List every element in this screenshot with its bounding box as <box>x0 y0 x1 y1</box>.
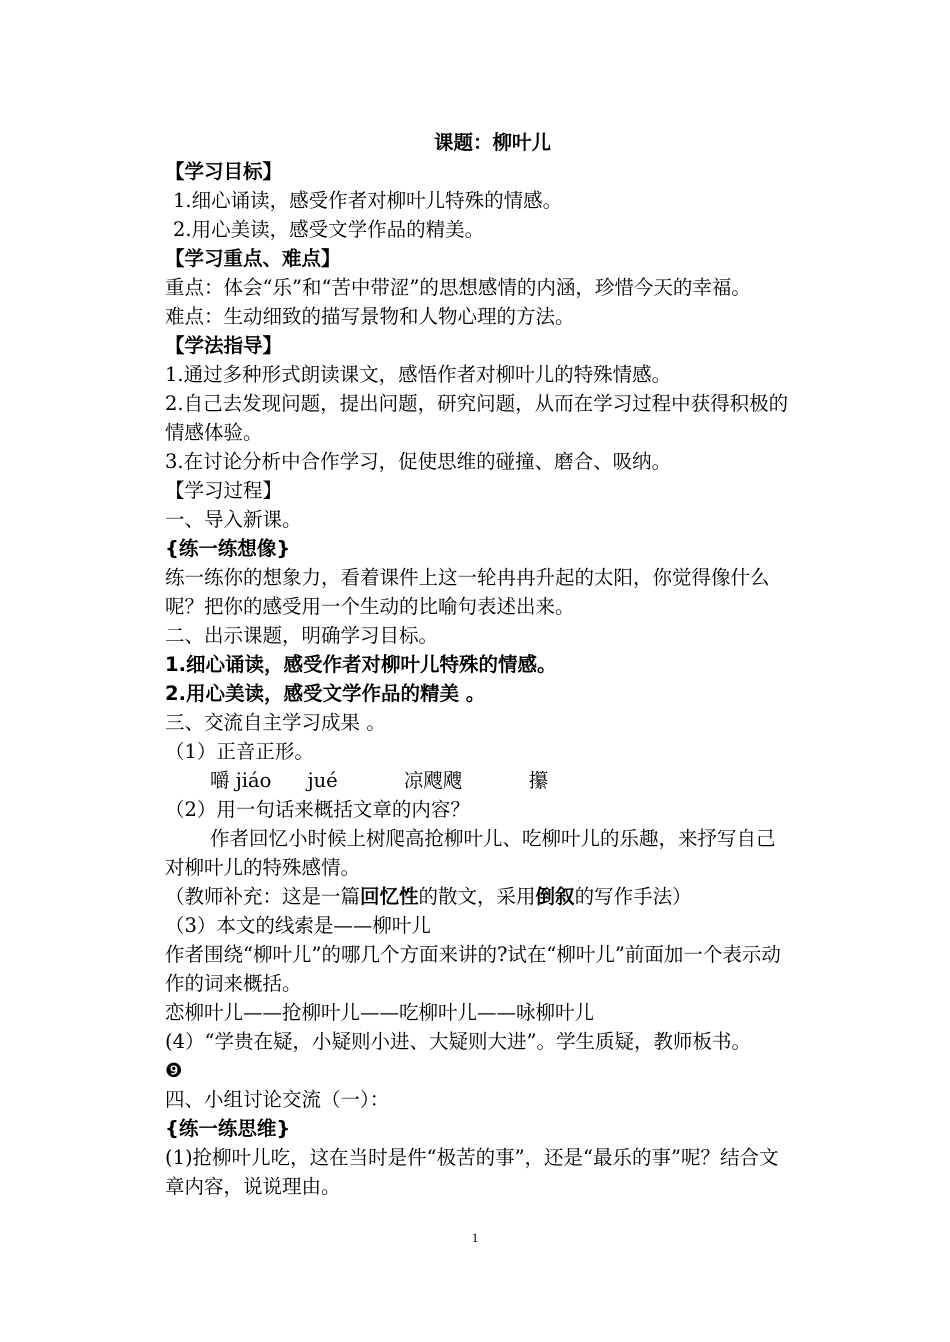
step-heading: 三、交流自主学习成果 。 <box>165 711 386 734</box>
pron-item: 攥 <box>528 769 549 792</box>
bold-goal: 1.细心诵读，感受作者对柳叶儿特殊的情感。 <box>165 653 557 676</box>
note-text: 的写作手法） <box>574 885 692 908</box>
teacher-note <box>165 882 790 911</box>
note-keyword: 倒叙 <box>535 885 575 908</box>
note-text: （教师补充：这是一篇 <box>165 885 361 908</box>
goal-item: 2.用心美读，感受文学作品的精美。 <box>173 218 485 241</box>
practice-heading: {练一练想像} <box>165 537 291 560</box>
method-item: 2.自己去发现问题，提出问题，研究问题，从而在学习过程中获得积极的情感体验。 <box>165 392 789 444</box>
practice-heading: {练一练思维} <box>165 1117 291 1140</box>
page-number: 1 <box>471 1230 479 1245</box>
pron-item: 凉飕飕 <box>403 769 463 792</box>
clue-chain: 恋柳叶儿——抢柳叶儿——吃柳叶儿——咏柳叶儿 <box>165 1001 595 1024</box>
question: （1）正音正形。 <box>165 740 314 763</box>
difficulty-text: 难点：生动细致的描写景物和人物心理的方法。 <box>165 305 575 328</box>
document-body <box>165 128 790 1201</box>
method-item: 3.在讨论分析中合作学习，促使思维的碰撞、磨合、吸纳。 <box>165 450 672 473</box>
answer-text: 作者回忆小时候上树爬高抢柳叶儿、吃柳叶儿的乐趣，来抒写自己对柳叶儿的特殊感情。 <box>165 827 776 879</box>
imagine-text: 练一练你的想象力，看着课件上这一轮冉冉升起的太阳，你觉得像什么呢？把你的感受用一个生动的比喻句表述出来。 <box>165 566 770 618</box>
section-heading-method: 【学法指导】 <box>165 334 283 357</box>
step-heading: 四、小组讨论交流（一）： <box>165 1088 390 1111</box>
section-heading-focus: 【学习重点、难点】 <box>165 247 341 270</box>
question: (1)抢柳叶儿吃，这在当时是件“极苦的事”，还是“最乐的事”呢？结合文章内容，说说理由。 <box>165 1146 779 1198</box>
bold-goal: 2.用心美读，感受文学作品的精美 。 <box>165 682 486 705</box>
note-text: 的散文，采用 <box>418 885 536 908</box>
question: （3）本文的线索是——柳叶儿 <box>165 914 431 937</box>
note-keyword: 回忆性 <box>360 885 419 908</box>
focus-text: 重点：体会“乐”和“苦中带涩”的思想感情的内涵，珍惜今天的幸福。 <box>165 276 751 299</box>
page-title: 课题：柳叶儿 <box>433 131 551 154</box>
section-heading-process: 【学习过程】 <box>165 479 283 502</box>
step-heading: 二、出示课题，明确学习目标。 <box>165 624 439 647</box>
goal-item: 1.细心诵读，感受作者对柳叶儿特殊的情感。 <box>173 189 563 212</box>
section-heading-goals: 【学习目标】 <box>165 160 283 183</box>
pron-item: jué <box>307 769 338 792</box>
pron-item: 嚼 jiáo <box>210 769 272 792</box>
method-item: 1.通过多种形式朗读课文，感悟作者对柳叶儿的特殊情感。 <box>165 363 672 386</box>
circled-mark: ❾ <box>165 1059 183 1082</box>
question-text: 作者围绕“柳叶儿”的哪几个方面来讲的?试在“柳叶儿”前面加一个表示动作的词来概括。 <box>165 943 781 995</box>
question: (4）“学贵在疑，小疑则小进、大疑则大进”。学生质疑，教师板书。 <box>165 1030 751 1053</box>
pronunciation-row <box>165 766 790 795</box>
step-heading: 一、导入新课。 <box>165 508 302 531</box>
question: （2）用一句话来概括文章的内容？ <box>165 798 470 821</box>
